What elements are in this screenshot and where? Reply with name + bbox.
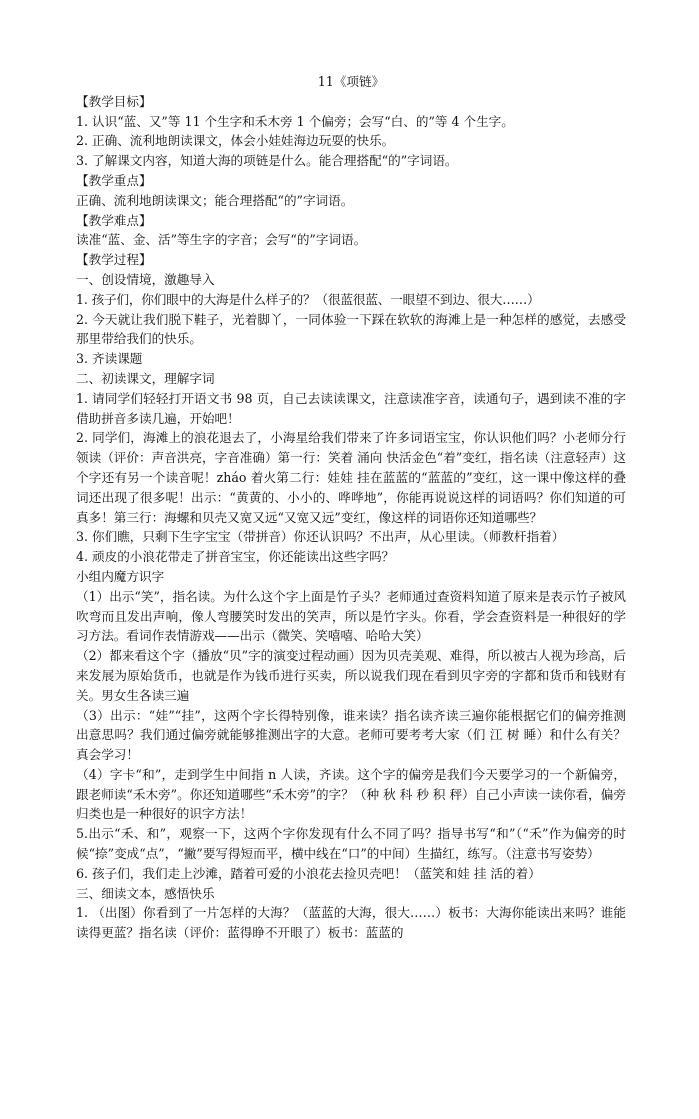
paragraph: （2）都来看这个字（播放“贝”字的演变过程动画）因为贝壳美观、难得，所以被古人视为珍高，后来发展为原始货币，也就是作为钱币进行买卖，所以说我们现在看到贝字旁的字都和货币和钱财有关。男女生各读三遍 (76, 648, 626, 703)
section-heading-process: 【教学过程】 (76, 252, 152, 268)
step-heading: 二、初读课文，理解字词 (76, 370, 215, 386)
objective-item: 3. 了解课文内容，知道大海的项链是什么。能合理搭配“的”字词语。 (76, 153, 458, 169)
paragraph: 5.出示“禾、和”，观察一下，这两个字你发现有什么不同了吗？指导书写“和”（“禾”作为偏旁的时候“捺”变成“点”，“撇”要写得短而平，横中线在“口”的中间）生描红，练写。（注意书写姿势） (76, 826, 626, 862)
step-heading: 三、细读文本，感悟快乐 (76, 885, 215, 901)
lesson-plan-document (76, 72, 626, 943)
paragraph: 4. 顽皮的小浪花带走了拼音宝宝，你还能读出这些字吗？ (76, 549, 395, 565)
paragraph: 6. 孩子们，我们走上沙滩，踏着可爱的小浪花去捡贝壳吧！（蓝笑和娃 挂 活的着） (76, 865, 541, 881)
paragraph: 1. （出图）你看到了一片怎样的大海？（蓝蓝的大海，很大……）板书：大海你能读出来吗？谁能读得更蓝？指名读（评价：蓝得睁不开眼了）板书：蓝蓝的 (76, 905, 626, 941)
paragraph: 2. 同学们，海滩上的浪花退去了，小海星给我们带来了许多词语宝宝，你认识他们吗？小老师分行领读（评价：声音洪亮，字音准确）第一行：笑着 涌向 快活金色“着”变红，指名读（注意轻声）这个字还有另一个读音呢！zháo 着火第二行：娃娃 挂在蓝蓝的“蓝蓝的”变红，这一课中像这样的叠词还出现了很多呢！出示：“黄黄的、小小的、哗哗地”，你能再说说这样的词语吗？你们知道的可真多！第三行：海螺和贝壳又宽又远“又宽又远”变红，像这样的词语你还知道哪些？ (76, 430, 626, 525)
difficulties-text: 读准“蓝、金、活”等生字的字音；会写“的”字词语。 (76, 232, 367, 248)
objective-item: 2. 正确、流利地朗读课文，体会小娃娃海边玩耍的快乐。 (76, 133, 395, 149)
key-points-text: 正确、流利地朗读课文；能合理搭配“的”字词语。 (76, 192, 354, 208)
paragraph: 3. 你们瞧，只剩下生字宝宝（带拼音）你还认识吗？不出声，从心里读。（师教杆指着） (76, 529, 565, 545)
objective-item: 1. 认识“蓝、又”等 11 个生字和禾木旁 1 个偏旁；会写“白、的”等 4 个生字。 (76, 113, 514, 129)
paragraph: 1. 请同学们轻轻打开语文书 98 页，自己去读读课文，注意读准字音，读通句子，遇到读不准的字借助拼音多读几遍，开始吧！ (76, 390, 626, 426)
step-heading: 一、创设情境，激趣导入 (76, 271, 215, 287)
paragraph: （3）出示：“娃”“挂”，这两个字长得特别像，谁来读？指名读齐读三遍你能根据它们的偏旁推测出意思吗？我们通过偏旁就能够推测出字的大意。老师可要考考大家（们 江 树 睡）和什么有关？真会学习！ (76, 707, 626, 763)
document-title: 11《项链》 (317, 74, 385, 89)
paragraph: 3. 齐读课题 (76, 351, 143, 367)
paragraph: （4）字卡“和”，走到学生中间指 n 人读，齐读。这个字的偏旁是我们今天要学习的一个新偏旁，跟老师读“禾木旁”。你还知道哪些“禾木旁”的字？（种 秋 科 秒 积 秤）自己小声读一读你看，偏旁归类也是一种很好的识字方法！ (76, 766, 626, 822)
paragraph: （1）出示“笑”，指名读。为什么这个字上面是竹子头？老师通过查资料知道了原来是表示竹子被风吹弯而且发出声响，像人弯腰笑时发出的笑声，所以是竹字头。你看，学会查资料是一种很好的学习方法。看词作表情游戏——出示（微笑、笑嘻嘻、哈哈大笑） (76, 588, 626, 644)
paragraph: 1. 孩子们，你们眼中的大海是什么样子的？（很蓝很蓝、一眼望不到边、很大……） (76, 291, 540, 307)
subheading: 小组内魔方识字 (76, 568, 165, 584)
section-heading-difficulties: 【教学难点】 (76, 212, 152, 228)
paragraph: 2. 今天就让我们脱下鞋子，光着脚丫，一同体验一下踩在软软的海滩上是一种怎样的感觉，去感受那里带给我们的快乐。 (76, 311, 626, 347)
section-heading-key-points: 【教学重点】 (76, 172, 152, 188)
section-heading-objectives: 【教学目标】 (76, 93, 152, 109)
